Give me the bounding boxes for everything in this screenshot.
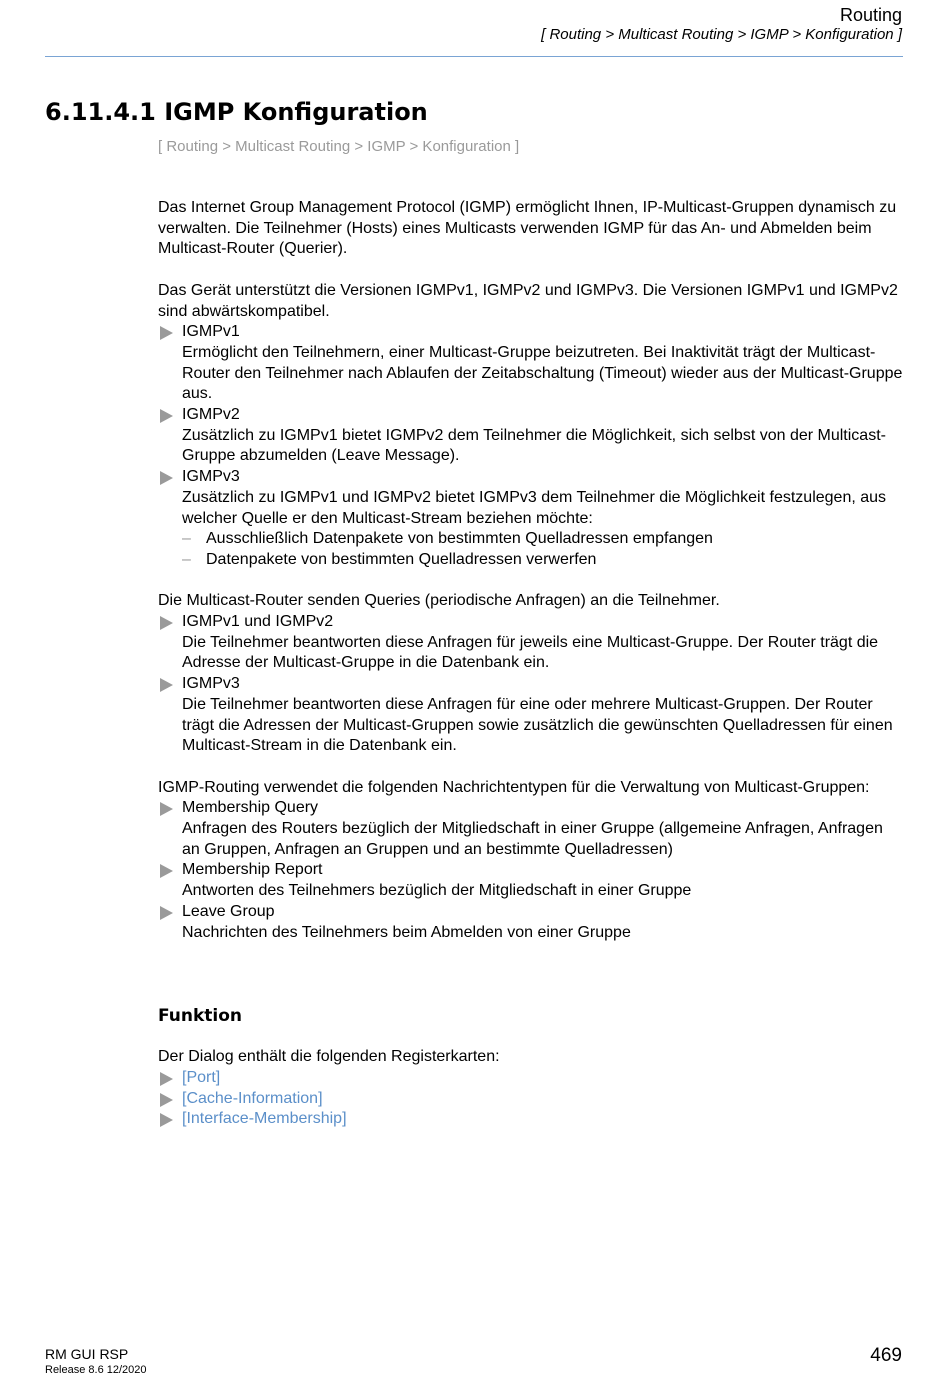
- dash-item-text: Datenpakete von bestimmten Quelladressen verwerfen: [206, 550, 597, 568]
- document-body: [158, 198, 904, 1151]
- list-item: [158, 1109, 904, 1130]
- triangle-bullet-icon: [160, 616, 173, 630]
- messages-list: [158, 798, 904, 943]
- header-section-title: Routing: [839, 5, 902, 25]
- list-item: [158, 322, 904, 405]
- header-rule: [45, 56, 903, 57]
- link-interface-membership[interactable]: [Interface-Membership]: [182, 1110, 347, 1128]
- footer-doc-title: RM GUI RSP: [45, 1346, 129, 1362]
- list-item-text: Zusätzlich zu IGMPv1 bietet IGMPv2 dem Teilnehmer die Möglichkeit, sich selbst von der Multicast-Gruppe abzumelden (Leave Message).: [182, 426, 886, 465]
- list-item-text: Nachrichten des Teilnehmers beim Abmelden von einer Gruppe: [182, 923, 631, 941]
- dash-item-text: Ausschließlich Datenpakete von bestimmten Quelladressen empfangen: [206, 530, 713, 548]
- triangle-bullet-icon: [160, 1113, 173, 1127]
- list-item: [158, 902, 904, 943]
- list-item: [158, 1068, 904, 1089]
- triangle-bullet-icon: [160, 409, 173, 423]
- dash-item: [182, 529, 904, 550]
- version-list: [158, 322, 904, 570]
- list-item: [158, 798, 904, 860]
- messages-intro: IGMP-Routing verwendet die folgenden Nachrichtentypen für die Verwaltung von Multicast-Gruppen:: [158, 778, 870, 796]
- queries-intro: Die Multicast-Router senden Queries (periodische Anfragen) an die Teilnehmer.: [158, 592, 720, 610]
- footer-release: Release 8.6 12/2020: [45, 1364, 147, 1376]
- list-item: [158, 405, 904, 467]
- dash-bullet-icon: –: [182, 550, 191, 568]
- list-item-text: Die Teilnehmer beantworten diese Anfragen für eine oder mehrere Multicast-Gruppen. Der Router trägt die Adressen der Multicast-Gruppen sowie zusätzlich die gewünschten Quelladressen für einen Multicast-Stream in die Datenbank ein.: [182, 695, 893, 755]
- list-item: [158, 612, 904, 674]
- funktion-intro: Der Dialog enthält die folgenden Registerkarten:: [158, 1048, 500, 1066]
- page-number: 469: [870, 1345, 902, 1366]
- list-item-title: Membership Query: [182, 799, 319, 817]
- list-item-title: IGMPv3: [182, 675, 240, 693]
- triangle-bullet-icon: [160, 906, 173, 920]
- queries-list: [158, 612, 904, 757]
- list-item-title: IGMPv1 und IGMPv2: [182, 613, 334, 631]
- triangle-bullet-icon: [160, 471, 173, 485]
- list-item: [158, 467, 904, 571]
- list-item-text: Die Teilnehmer beantworten diese Anfragen für jeweils eine Multicast-Gruppe. Der Router trägt die Adresse der Multicast-Gruppe in die Datenbank ein.: [182, 633, 879, 672]
- list-item-text: Anfragen des Routers bezüglich der Mitgliedschaft in einer Gruppe (allgemeine Anfragen, Anfragen an Gruppen, Anfragen an Gruppen und an bestimmte Quelladressen): [182, 820, 883, 858]
- list-item-title: Membership Report: [182, 861, 323, 879]
- header-breadcrumb: [ Routing > Multicast Routing > IGMP > Konfiguration ]: [541, 26, 902, 43]
- breadcrumb: [ Routing > Multicast Routing > IGMP > Konfiguration ]: [158, 138, 520, 155]
- list-item-text: Antworten des Teilnehmers bezüglich der Mitgliedschaft in einer Gruppe: [182, 882, 692, 900]
- triangle-bullet-icon: [160, 864, 173, 878]
- dash-bullet-icon: –: [182, 530, 191, 548]
- list-item-title: IGMPv1: [182, 323, 240, 341]
- triangle-bullet-icon: [160, 326, 173, 340]
- igmpv3-options: [182, 529, 904, 570]
- list-item-title: IGMPv3: [182, 468, 240, 486]
- list-item: [158, 1089, 904, 1110]
- section-title-funktion: Funktion: [158, 1006, 243, 1027]
- triangle-bullet-icon: [160, 1093, 173, 1107]
- list-item-title: Leave Group: [182, 902, 275, 920]
- list-item-text: Zusätzlich zu IGMPv1 und IGMPv2 bietet IGMPv3 dem Teilnehmer die Möglichkeit festzulegen, aus welcher Quelle er den Multicast-Stream beziehen möchte:: [182, 488, 887, 527]
- intro-paragraph: Das Internet Group Management Protocol (IGMP) ermöglicht Ihnen, IP-Multicast-Gruppen dynamisch zu verwalten. Die Teilnehmer (Hosts) eines Multicasts verwenden IGMP für das An- und Abmelden beim Multicast-Router (Querier).: [158, 199, 897, 258]
- triangle-bullet-icon: [160, 802, 173, 816]
- versions-paragraph: Das Gerät unterstützt die Versionen IGMPv1, IGMPv2 und IGMPv3. Die Versionen IGMPv1 und IGMPv2 sind abwärtskompatibel.: [158, 281, 898, 320]
- tabs-list: [158, 1068, 904, 1130]
- triangle-bullet-icon: [160, 678, 173, 692]
- link-cache-information[interactable]: [Cache-Information]: [182, 1089, 323, 1107]
- list-item: [158, 860, 904, 901]
- list-item: [158, 674, 904, 757]
- dash-item: [182, 550, 904, 571]
- list-item-title: IGMPv2: [182, 406, 240, 424]
- list-item-text: Ermöglicht den Teilnehmern, einer Multicast-Gruppe beizutreten. Bei Inaktivität trägt der Multicast-Router den Teilnehmer nach Ablaufen der Zeitabschaltung (Timeout) wieder aus der Multicast-Gruppe aus.: [182, 343, 903, 403]
- link-port[interactable]: [Port]: [182, 1068, 221, 1086]
- page-title: 6.11.4.1 IGMP Konfiguration: [45, 98, 428, 126]
- triangle-bullet-icon: [160, 1072, 173, 1086]
